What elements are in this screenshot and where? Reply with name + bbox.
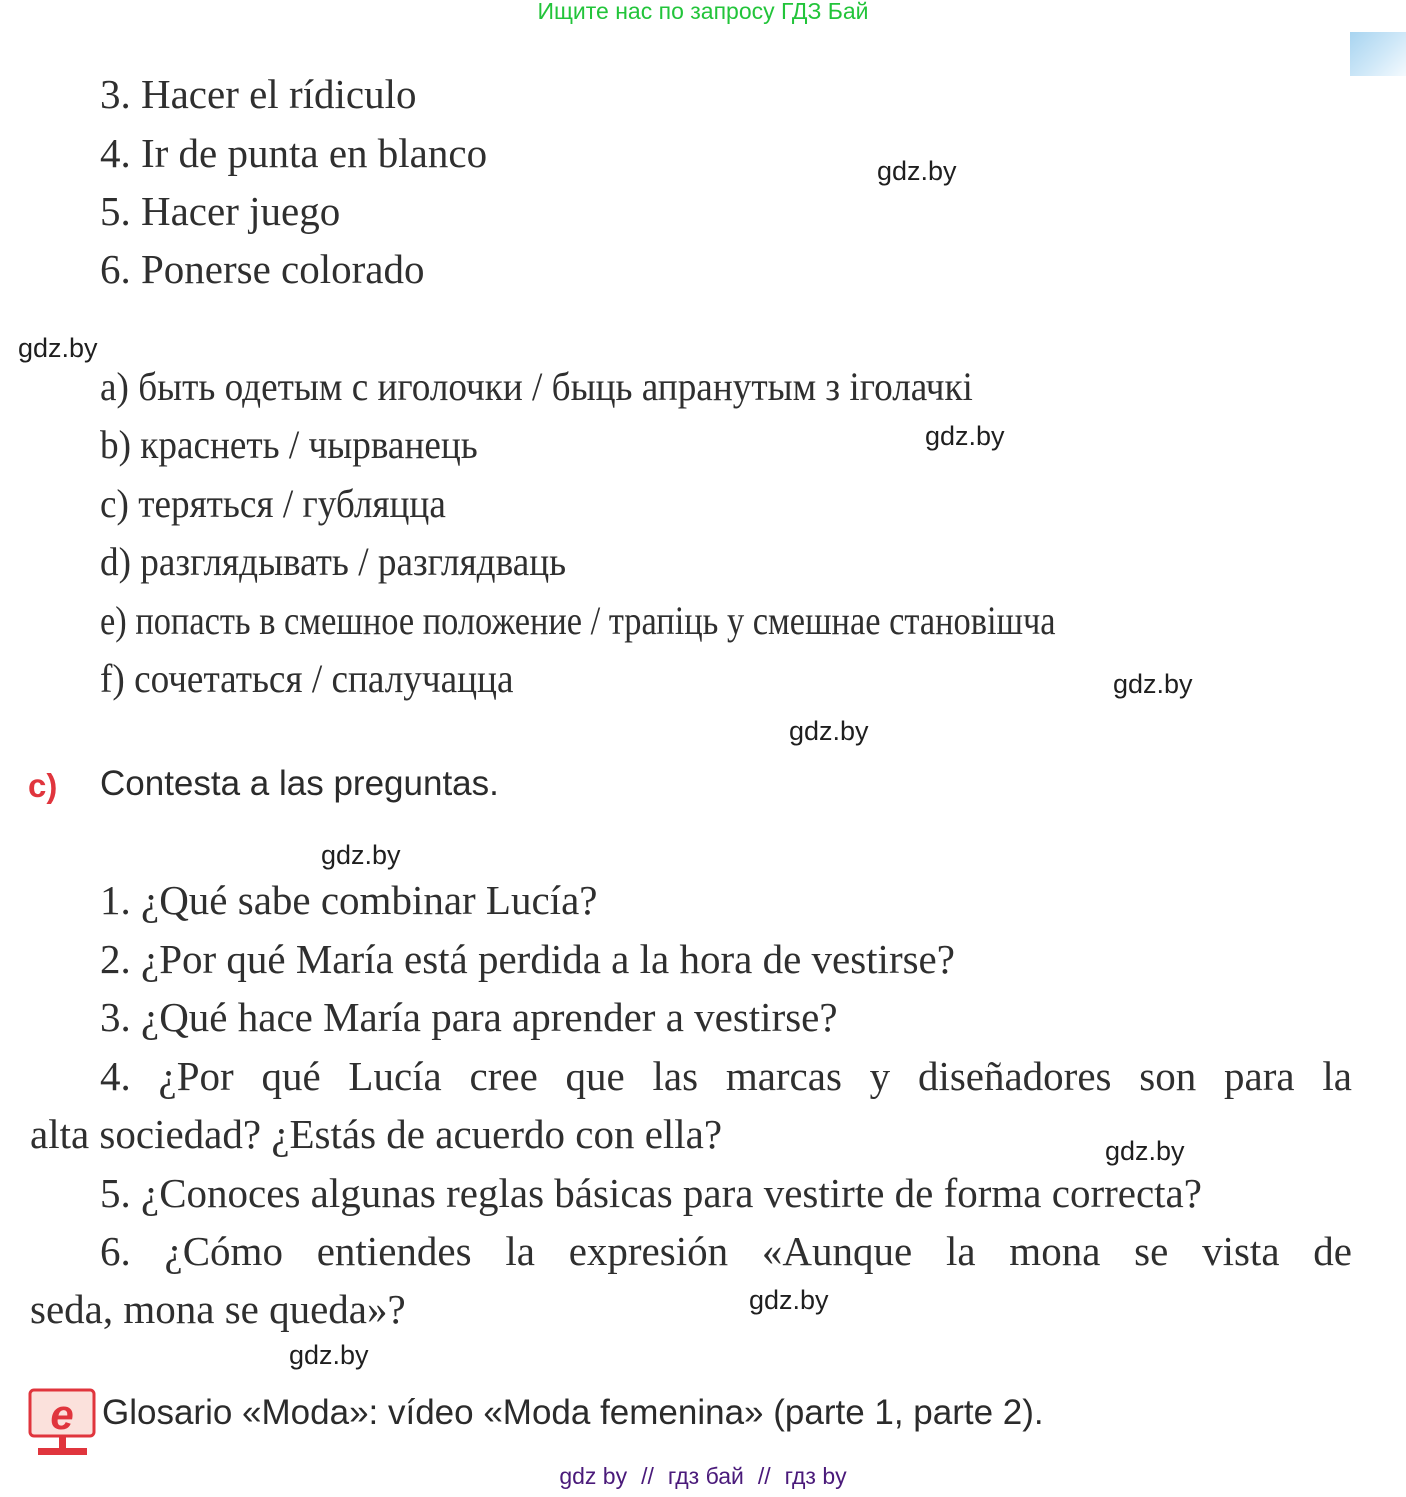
expression-item: 4. Ir de punta en blanco <box>100 130 488 176</box>
section-letter: c) <box>28 767 58 804</box>
watermark: gdz.by <box>789 716 869 746</box>
e-monitor-icon[interactable] <box>28 1388 98 1458</box>
question-item-4-line2: alta sociedad? ¿Estás de acuerdo con ella? <box>30 1111 723 1157</box>
expression-item: 3. Hacer el rídiculo <box>100 71 417 117</box>
watermark: gdz.by <box>321 840 401 870</box>
translation-item: c) теряться / губляцца <box>100 481 446 526</box>
watermark: gdz.by <box>925 421 1005 451</box>
translation-item: a) быть одетым с иголочки / быць апранутым з іголачкі <box>100 364 973 409</box>
question-item: 2. ¿Por qué María está perdida a la hora de vestirse? <box>100 936 955 982</box>
question-item-6-line2: seda, mona se queda»? <box>30 1286 406 1332</box>
question-item: 1. ¿Qué sabe combinar Lucía? <box>100 877 598 923</box>
watermark: gdz.by <box>877 156 957 186</box>
question-item: 5. ¿Conoces algunas reglas básicas para vestirte de forma correcta? <box>100 1170 1202 1216</box>
svg-text:e: e <box>50 1391 74 1438</box>
top-banner: Ищите нас по запросу ГДЗ Бай <box>537 0 869 24</box>
translation-item: d) разглядывать / разглядваць <box>100 539 567 584</box>
translation-item: b) краснеть / чырванець <box>100 422 478 467</box>
footer-watermark: gdz by // гдз бай // гдз by <box>559 1463 847 1489</box>
translation-item: e) попасть в смешное положение / трапіць у смешнае становішча <box>100 598 1056 643</box>
watermark: gdz.by <box>749 1285 829 1315</box>
expression-item: 6. Ponerse colorado <box>100 246 425 292</box>
corner-tab-decoration <box>1350 32 1406 76</box>
watermark: gdz.by <box>1105 1136 1185 1166</box>
watermark: gdz.by <box>1113 669 1193 699</box>
glossary-link[interactable]: Glosario «Moda»: vídeo «Moda femenina» (parte 1, parte 2). <box>102 1393 1044 1432</box>
expression-item: 5. Hacer juego <box>100 188 341 234</box>
section-title: Contesta a las preguntas. <box>100 764 499 803</box>
translation-item: f) сочетаться / спалучацца <box>100 656 514 701</box>
watermark: gdz.by <box>289 1340 369 1370</box>
watermark: gdz.by <box>18 333 98 363</box>
question-item-4-line1: 4. ¿Por qué Lucía cree que las marcas y diseñadores son para la <box>100 1053 1352 1099</box>
question-item-6-line1: 6. ¿Cómo entiendes la expresión «Aunque la mona se vista de <box>100 1228 1352 1274</box>
question-item: 3. ¿Qué hace María para aprender a vestirse? <box>100 994 838 1040</box>
